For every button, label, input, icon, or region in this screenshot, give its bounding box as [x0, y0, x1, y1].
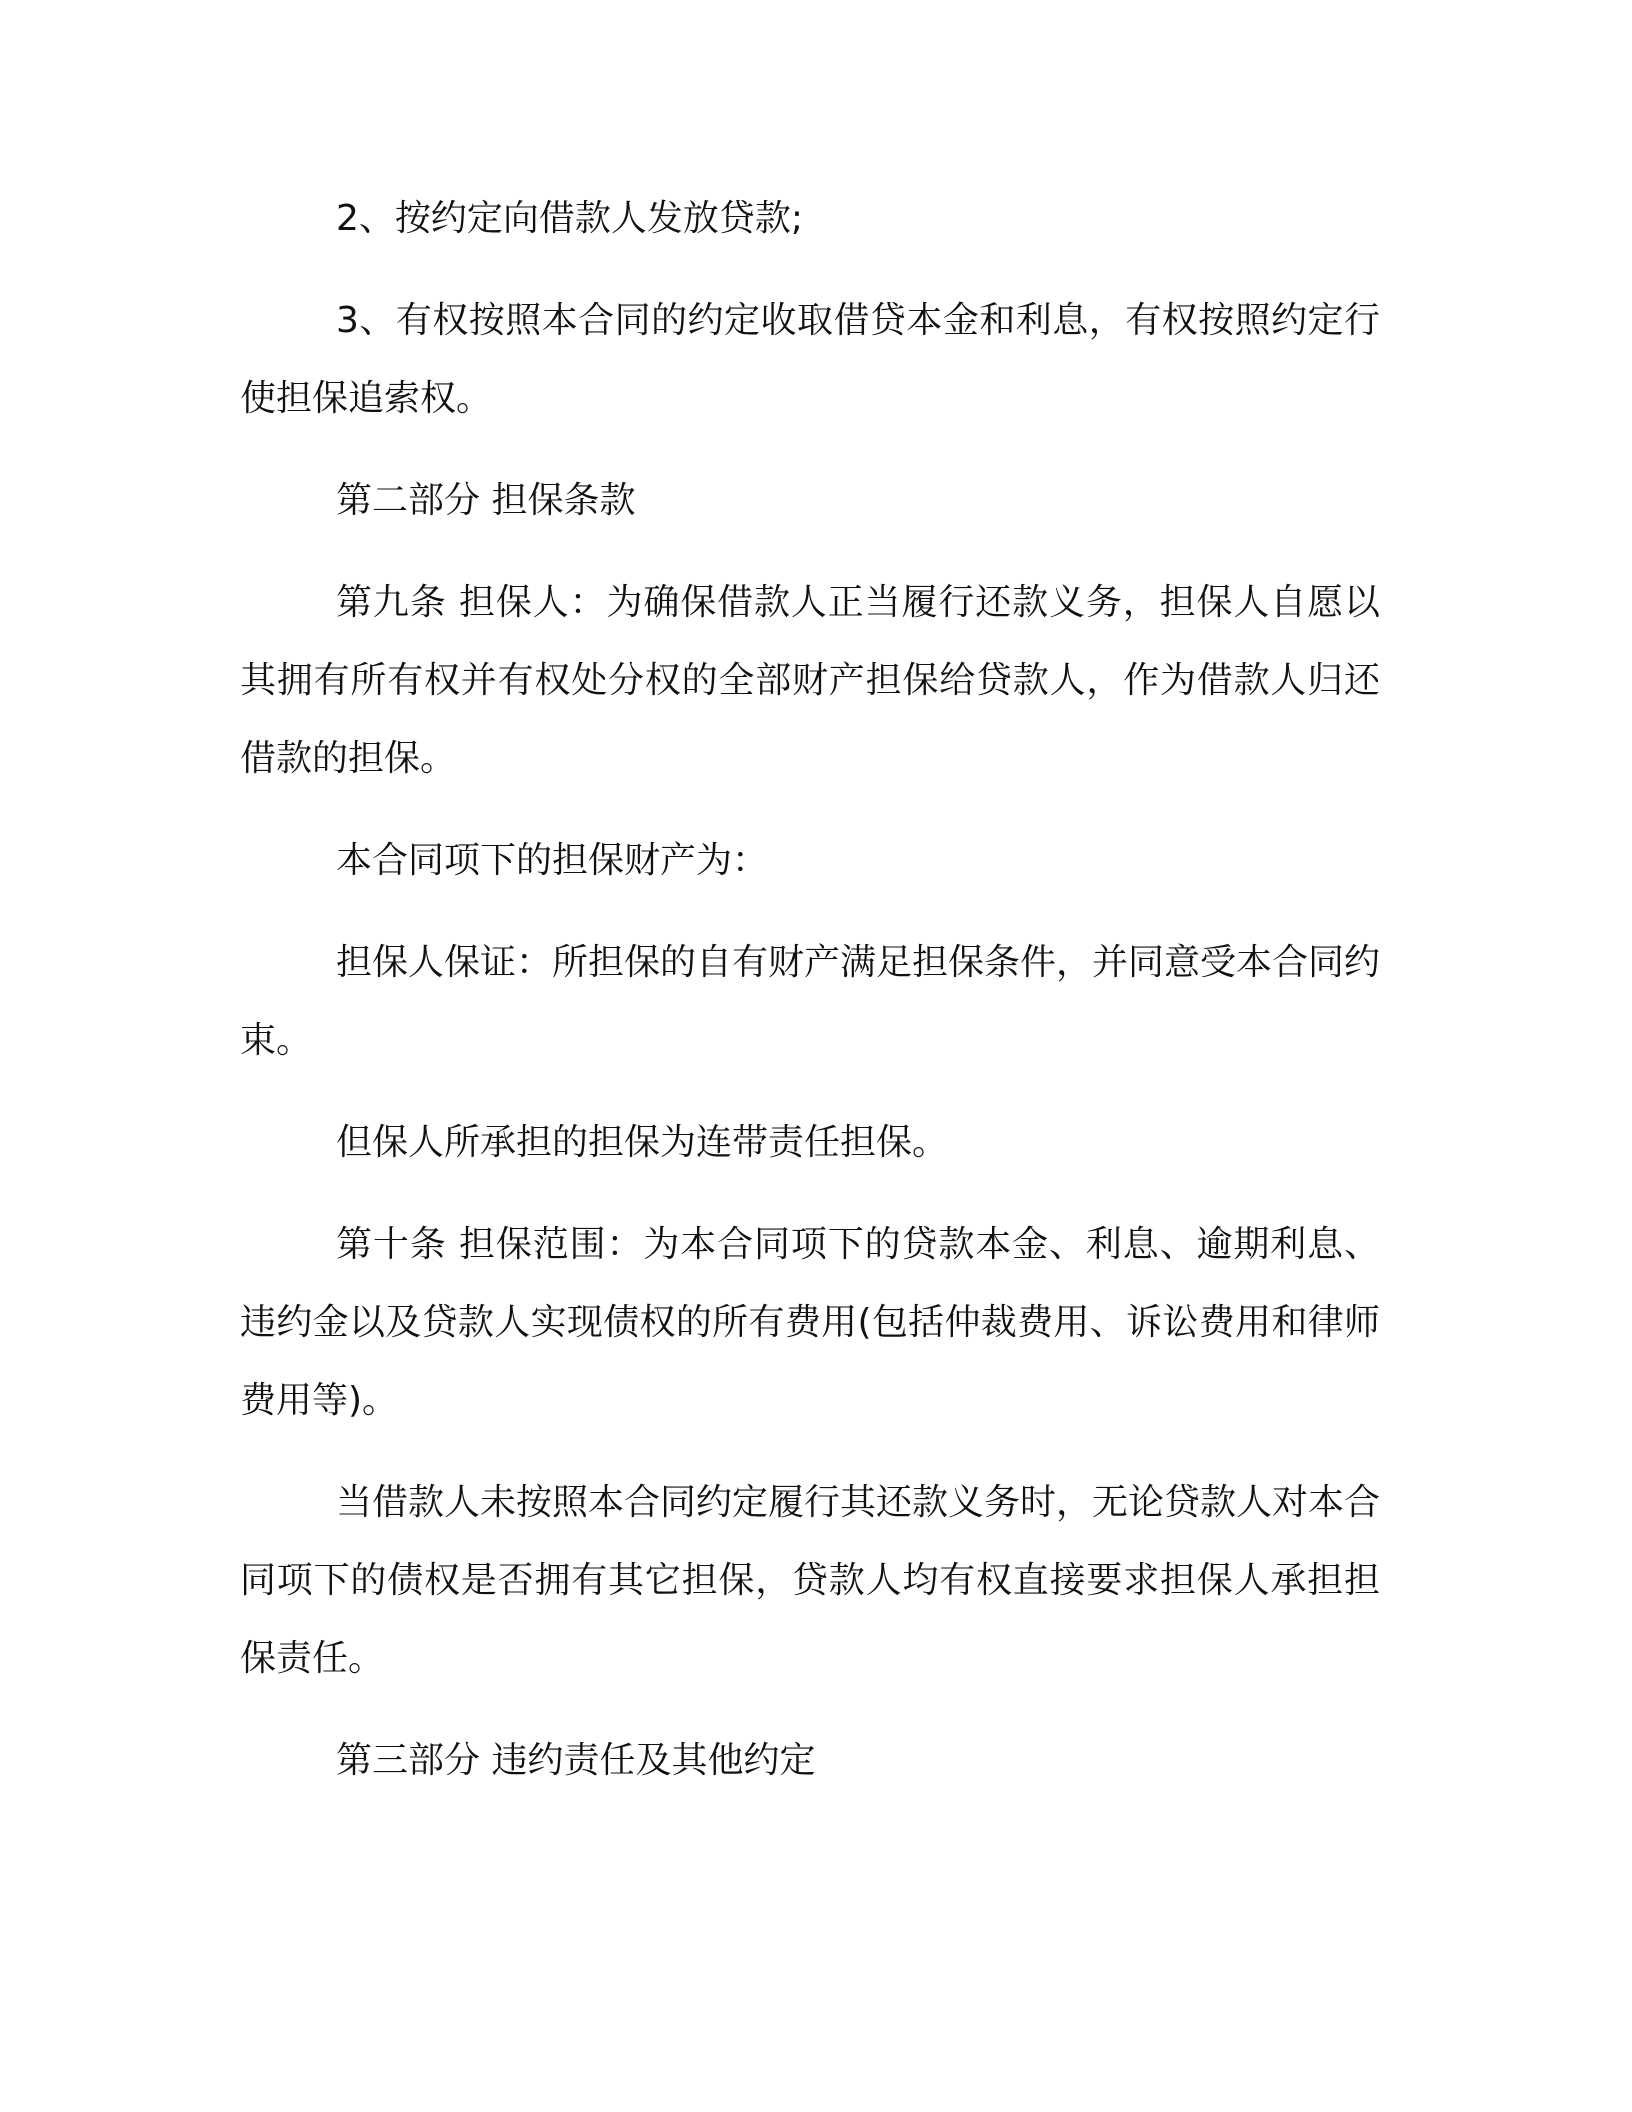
paragraph-article-9-guarantor: 第九条 担保人：为确保借款人正当履行还款义务，担保人自愿以其拥有所有权并有权处分权的全部财产担保给贷款人，作为借款人归还借款的担保。 [240, 582, 1380, 779]
paragraph-guarantor-warranty: 担保人保证：所担保的自有财产满足担保条件，并同意受本合同约束。 [240, 942, 1381, 1061]
paragraph-direct-claim: 当借款人未按照本合同约定履行其还款义务时，无论贷款人对本合同项下的债权是否拥有其它担保，贷款人均有权直接要求担保人承担担保责任。 [240, 1482, 1381, 1679]
section-heading-breach-liability: 第三部分 违约责任及其他约定 [336, 1740, 816, 1781]
paragraph-collection-rights: 3、有权按照本合同的约定收取借贷本金和利息，有权按照约定行使担保追索权。 [240, 300, 1380, 419]
document-body [240, 180, 1380, 1824]
paragraph-article-10-scope: 第十条 担保范围：为本合同项下的贷款本金、利息、逾期利息、违约金以及贷款人实现债权的所有费用(包括仲裁费用、诉讼费用和律师费用等)。 [240, 1224, 1380, 1421]
paragraph-joint-liability: 但保人所承担的担保为连带责任担保。 [336, 1122, 949, 1163]
paragraph-loan-disbursement: 2、按约定向借款人发放贷款; [336, 198, 804, 239]
paragraph-guaranteed-property: 本合同项下的担保财产为： [336, 840, 769, 881]
section-heading-guarantee-terms: 第二部分 担保条款 [336, 480, 636, 521]
